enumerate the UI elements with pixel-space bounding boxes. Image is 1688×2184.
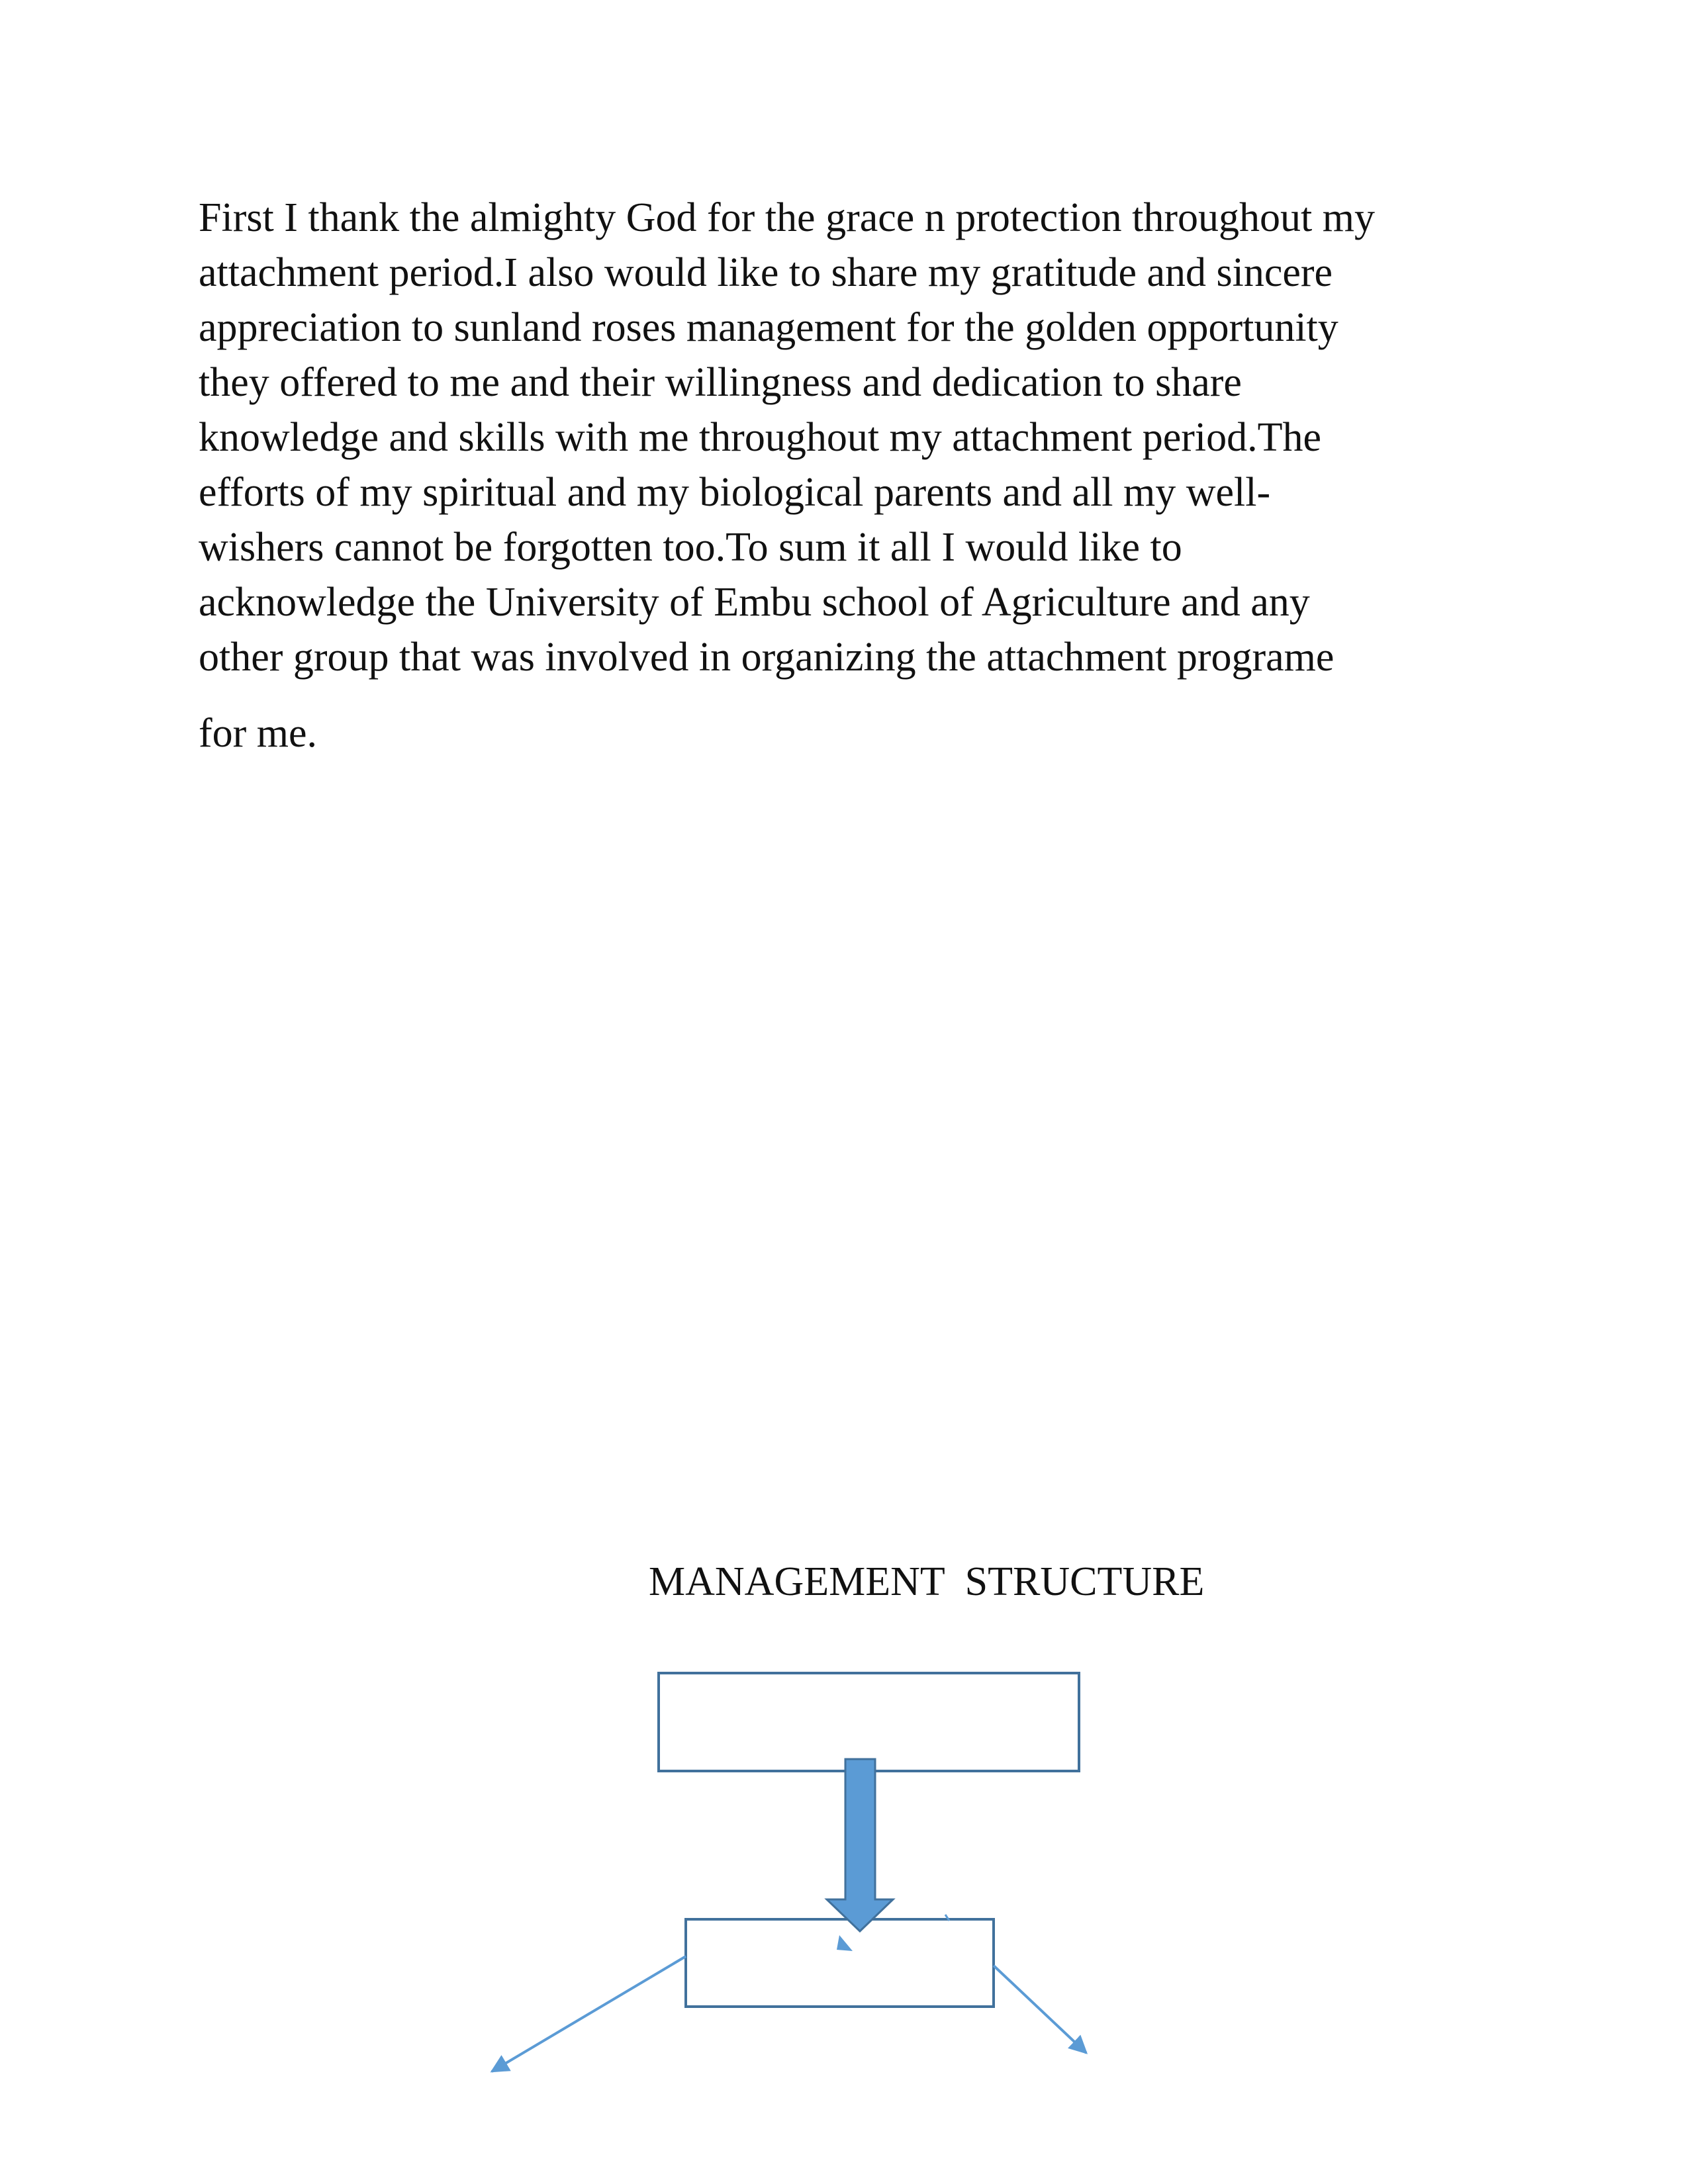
acknowledgement-line: they offered to me and their willingness and dedication to share xyxy=(199,360,1242,405)
acknowledgement-line: wishers cannot be forgotten too.To sum it all I would like to xyxy=(199,525,1182,570)
management-structure-heading: MANAGEMENT STRUCTURE xyxy=(649,1559,1205,1604)
top-org-box xyxy=(659,1673,1079,1771)
acknowledgement-line: efforts of my spiritual and my biological parents and all my well- xyxy=(199,470,1271,515)
acknowledgement-line: acknowledge the University of Embu school of Agriculture and any xyxy=(199,580,1310,625)
acknowledgement-line: attachment period.I also would like to share my gratitude and sincere xyxy=(199,250,1333,295)
acknowledgement-line: knowledge and skills with me throughout my attachment period.The xyxy=(199,415,1322,460)
connector-left-arrow xyxy=(492,1956,686,2071)
acknowledgement-line: other group that was involved in organizing the attachment programe xyxy=(199,635,1335,680)
block-arrow-down xyxy=(827,1759,893,1931)
acknowledgement-line: First I thank the almighty God for the grace n protection throughout my xyxy=(199,195,1375,240)
connector-right-arrow xyxy=(994,1966,1086,2053)
acknowledgement-line: appreciation to sunland roses management for the golden opportunity xyxy=(199,305,1338,350)
acknowledgement-line: for me. xyxy=(199,711,318,756)
middle-org-box xyxy=(686,1919,994,2007)
